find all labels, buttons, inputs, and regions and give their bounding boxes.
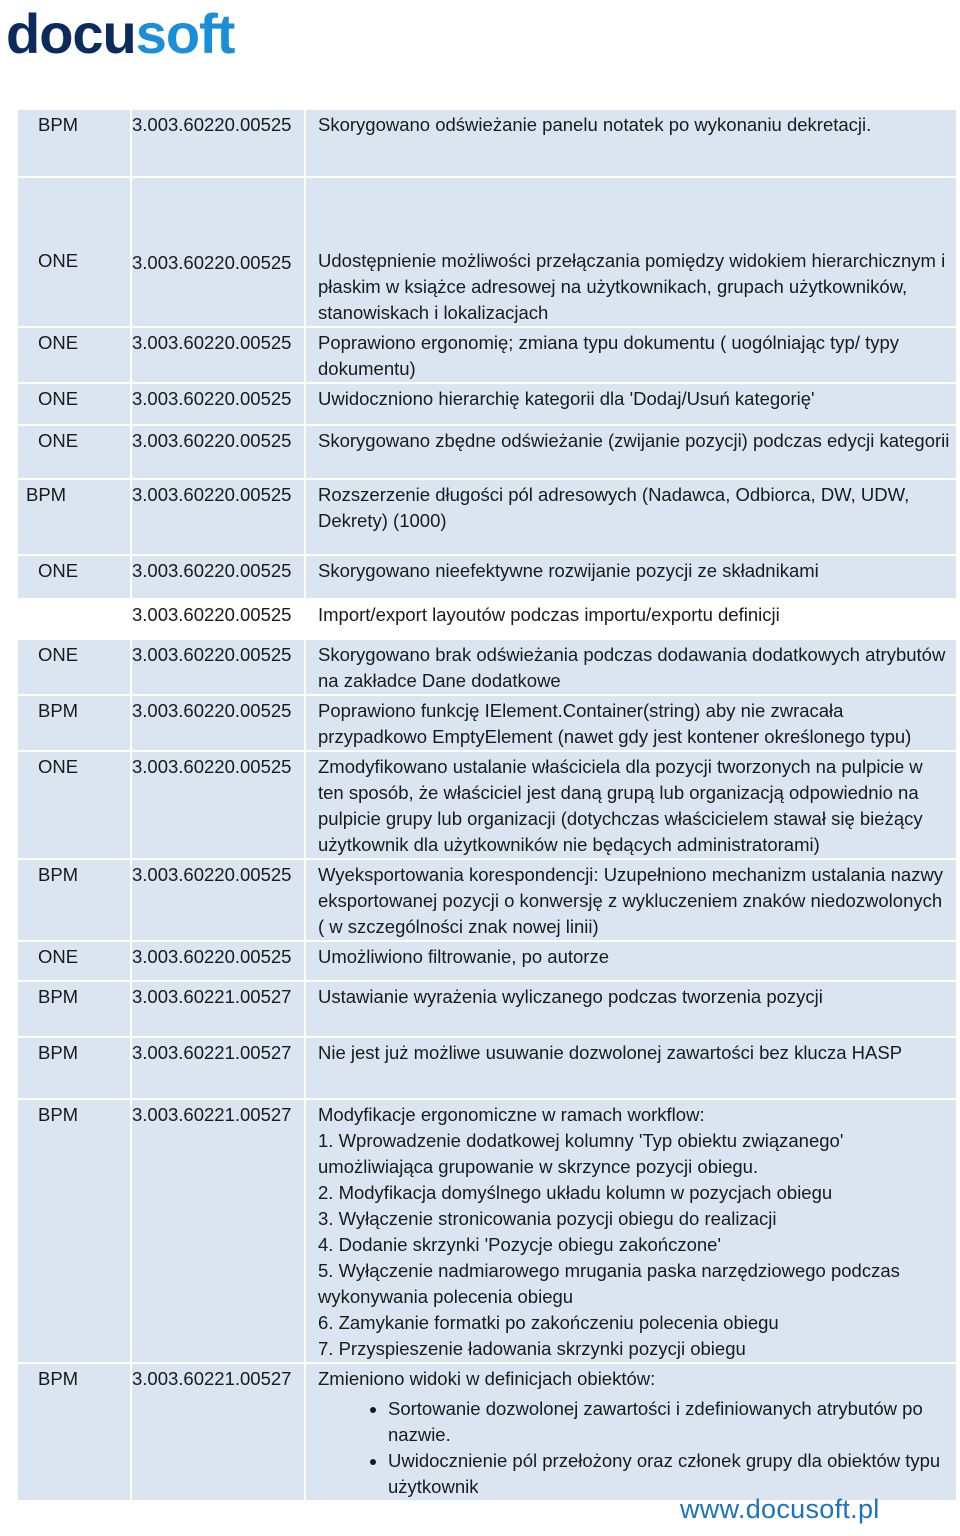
description-cell: Poprawiono ergonomię; zmiana typu dokumentu ( uogólniając typ/ typy dokumentu) bbox=[305, 327, 957, 383]
description-cell: Skorygowano odświeżanie panelu notatek po wykonaniu dekretacji. bbox=[305, 109, 957, 177]
description-cell: Uwidoczniono hierarchię kategorii dla 'Dodaj/Usuń kategorię' bbox=[305, 383, 957, 425]
module-cell: BPM bbox=[17, 479, 131, 555]
version-cell: 3.003.60220.00525 bbox=[131, 425, 305, 479]
list-item: • Sortowanie dozwolonej zawartości i zdefiniowanych atrybutów po nazwie. bbox=[388, 1396, 950, 1448]
module-cell: ONE bbox=[17, 751, 131, 859]
workflow-line: 5. Wyłączenie nadmiarowego mrugania paska narzędziowego podczas wykonywania polecenia obiegu bbox=[318, 1260, 900, 1307]
description-cell: Import/export layoutów podczas importu/exportu definicji bbox=[305, 599, 957, 639]
workflow-line: 6. Zamykanie formatki po zakończeniu polecenia obiegu bbox=[318, 1312, 779, 1333]
table-row bbox=[17, 981, 957, 1037]
description-cell: Wyeksportowania korespondencji: Uzupełniono mechanizm ustalania nazwy eksportowanej pozycji o konwersję z wykluczeniem znaków niedozwolonych ( w szczególności znak nowej linii) bbox=[305, 859, 957, 941]
table-row bbox=[17, 859, 957, 941]
module-cell: BPM bbox=[17, 1363, 131, 1501]
description-cell: Poprawiono funkcję IElement.Container(string) aby nie zwracała przypadkowo EmptyElement (nawet gdy jest kontener określonego typu) bbox=[305, 695, 957, 751]
module-cell: BPM bbox=[17, 695, 131, 751]
description-cell: Udostępnienie możliwości przełączania pomiędzy widokiem hierarchicznym i płaskim w książce adresowej na użytkownikach, grupach użytkowników, stanowiskach i lokalizacjach bbox=[305, 177, 957, 327]
module-cell: ONE bbox=[17, 555, 131, 599]
version-cell: 3.003.60221.00527 bbox=[131, 981, 305, 1037]
module-cell: ONE bbox=[17, 383, 131, 425]
description-cell bbox=[305, 1363, 957, 1501]
version-cell: 3.003.60220.00525 bbox=[131, 479, 305, 555]
module-cell: BPM bbox=[17, 981, 131, 1037]
version-cell: 3.003.60220.00525 bbox=[131, 555, 305, 599]
version-cell: 3.003.60220.00525 bbox=[131, 109, 305, 177]
description-cell: Skorygowano nieefektywne rozwijanie pozycji ze składnikami bbox=[305, 555, 957, 599]
table-row bbox=[17, 941, 957, 981]
table-row bbox=[17, 479, 957, 555]
description-cell: Skorygowano brak odświeżania podczas dodawania dodatkowych atrybutów na zakładce Dane dodatkowe bbox=[305, 639, 957, 695]
description-cell: Ustawianie wyrażenia wyliczanego podczas tworzenia pozycji bbox=[305, 981, 957, 1037]
module-cell: BPM bbox=[17, 1099, 131, 1363]
table-row bbox=[17, 639, 957, 695]
description-cell: Umożliwiono filtrowanie, po autorze bbox=[305, 941, 957, 981]
table-row-workflow bbox=[17, 1099, 957, 1363]
footer-website-link[interactable]: www.docusoft.pl bbox=[680, 1494, 880, 1524]
list-item: • Uwidocznienie pól przełożony oraz członek grupy dla obiektów typu użytkownik bbox=[388, 1448, 950, 1500]
workflow-line: 2. Modyfikacja domyślnego układu kolumn w pozycjach obiegu bbox=[318, 1182, 833, 1203]
version-cell: 3.003.60220.00525 bbox=[131, 639, 305, 695]
module-cell: BPM bbox=[17, 109, 131, 177]
workflow-line: 1. Wprowadzenie dodatkowej kolumny 'Typ obiektu związanego' umożliwiająca grupowanie w skrzynce pozycji obiegu. bbox=[318, 1130, 844, 1177]
table-row-views bbox=[17, 1363, 957, 1501]
module-cell: ONE bbox=[17, 639, 131, 695]
version-cell: 3.003.60220.00525 bbox=[131, 177, 305, 327]
version-cell: 3.003.60221.00527 bbox=[131, 1363, 305, 1501]
version-cell: 3.003.60220.00525 bbox=[131, 327, 305, 383]
module-cell: BPM bbox=[17, 859, 131, 941]
module-cell: ONE bbox=[17, 177, 131, 327]
description-cell: Rozszerzenie długości pól adresowych (Nadawca, Odbiorca, DW, UDW, Dekrety) (1000) bbox=[305, 479, 957, 555]
version-cell: 3.003.60220.00525 bbox=[131, 599, 305, 639]
table-row bbox=[17, 425, 957, 479]
workflow-line: 3. Wyłączenie stronicowania pozycji obiegu do realizacji bbox=[318, 1208, 777, 1229]
workflow-line: 7. Przyspieszenie ładowania skrzynki pozycji obiegu bbox=[318, 1338, 746, 1359]
changelog-table bbox=[16, 108, 958, 1502]
version-cell: 3.003.60220.00525 bbox=[131, 941, 305, 981]
views-intro: Zmieniono widoki w definicjach obiektów: bbox=[318, 1368, 656, 1389]
table-row bbox=[17, 599, 957, 639]
version-cell: 3.003.60221.00527 bbox=[131, 1099, 305, 1363]
version-cell: 3.003.60220.00525 bbox=[131, 695, 305, 751]
version-cell: 3.003.60221.00527 bbox=[131, 1037, 305, 1099]
version-cell: 3.003.60220.00525 bbox=[131, 751, 305, 859]
module-cell: BPM bbox=[17, 1037, 131, 1099]
description-cell bbox=[305, 1099, 957, 1363]
table-row bbox=[17, 177, 957, 327]
table-row bbox=[17, 695, 957, 751]
table-row bbox=[17, 109, 957, 177]
workflow-line: Modyfikacje ergonomiczne w ramach workflow: bbox=[318, 1104, 705, 1125]
views-bullet-list bbox=[318, 1396, 950, 1500]
table-row bbox=[17, 751, 957, 859]
changelog-rows bbox=[17, 109, 957, 1501]
description-cell: Skorygowano zbędne odświeżanie (zwijanie pozycji) podczas edycji kategorii bbox=[305, 425, 957, 479]
module-cell: ONE bbox=[17, 327, 131, 383]
module-cell bbox=[17, 599, 131, 639]
table-row bbox=[17, 1037, 957, 1099]
version-cell: 3.003.60220.00525 bbox=[131, 383, 305, 425]
table-row bbox=[17, 327, 957, 383]
module-cell: ONE bbox=[17, 941, 131, 981]
description-cell: Zmodyfikowano ustalanie właściciela dla pozycji tworzonych na pulpicie w ten sposób, że właściciel jest daną grupą lub organizacją odpowiednio na pulpicie grupy lub organizacji (dotychczas właścicielem stawał się bieżący użytkownik dla użytkowników nie będących administratorami) bbox=[305, 751, 957, 859]
version-cell: 3.003.60220.00525 bbox=[131, 859, 305, 941]
table-row bbox=[17, 555, 957, 599]
table-row bbox=[17, 383, 957, 425]
workflow-line: 4. Dodanie skrzynki 'Pozycje obiegu zakończone' bbox=[318, 1234, 721, 1255]
description-cell: Nie jest już możliwe usuwanie dozwolonej zawartości bez klucza HASP bbox=[305, 1037, 957, 1099]
module-cell: ONE bbox=[17, 425, 131, 479]
docusoft-logo: docusoft bbox=[6, 2, 235, 65]
